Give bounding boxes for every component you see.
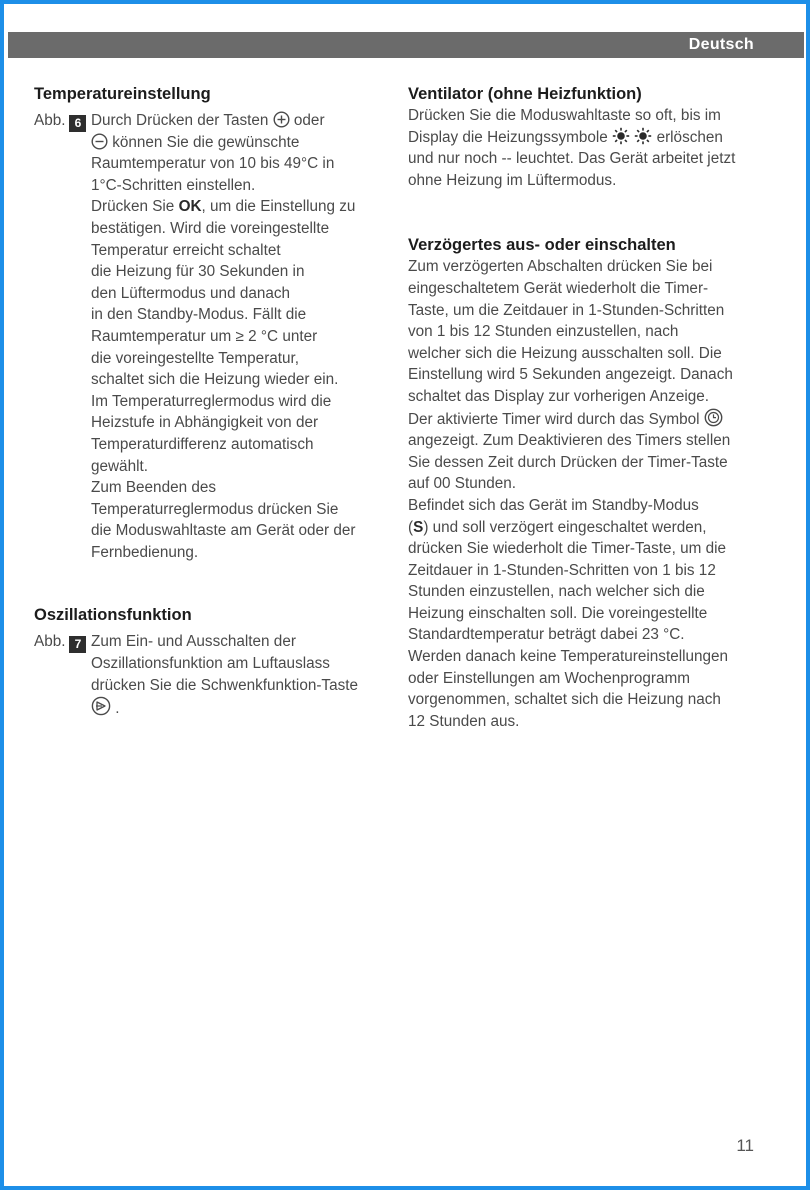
- text-line: Sie dessen Zeit durch Drücken der Timer-Taste: [408, 453, 728, 471]
- text-line: Der aktivierte Timer wird durch das Symbol: [408, 408, 768, 431]
- text-line: Zeitdauer in 1-Stunden-Schritten von 1 bis 12: [408, 561, 716, 579]
- text-line: 12 Stunden aus.: [408, 712, 520, 730]
- figure-number-badge: 6: [69, 115, 86, 132]
- minus-circle-icon: [91, 133, 108, 150]
- text-line: die Heizung für 30 Sekunden in: [91, 263, 305, 281]
- standby-s-label: S: [413, 518, 424, 536]
- text-line: Drücken Sie die Moduswahltaste so oft, bis im: [408, 107, 721, 124]
- text-line: 1°C-Schritten einstellen.: [91, 176, 256, 194]
- section-title-verzoegertes-schalten: Verzögertes aus- oder einschalten: [408, 236, 676, 255]
- text-line: gewählt.: [91, 457, 148, 475]
- text-line: oder Einstellungen am Wochenprogramm: [408, 669, 691, 687]
- text-line: auf 00 Stunden.: [408, 475, 517, 493]
- heating-sun-icon: [612, 127, 630, 145]
- text-line: Oszillationsfunktion am Luftauslass: [91, 655, 330, 673]
- figure-reference-7: [34, 631, 380, 719]
- ok-key-label: OK: [178, 198, 202, 216]
- text-line: in den Standby-Modus. Fällt die: [91, 306, 307, 324]
- page-number: 11: [736, 1136, 754, 1155]
- language-label: Deutsch: [688, 36, 754, 53]
- text-line: Display die Heizungssymbole erlöschen: [408, 128, 723, 146]
- text-line: ohne Heizung im Lüftermodus.: [408, 171, 617, 189]
- section-title-temperatureinstellung: Temperatureinstellung: [34, 85, 211, 103]
- text-line: vorgenommen, schaltet sich die Heizung nach: [408, 691, 721, 709]
- text-line: und nur noch -- leuchtet. Das Gerät arbeitet jetzt: [408, 150, 736, 168]
- text-line: die Moduswahltaste am Gerät oder der: [91, 522, 356, 540]
- oscillation-instructions: [91, 631, 380, 719]
- text-line: den Lüftermodus und danach: [91, 284, 291, 302]
- section-title-oszillationsfunktion: Oszillationsfunktion: [34, 606, 192, 625]
- text-line: Zum Beenden des: [91, 479, 217, 497]
- text-line: Durch Drücken der Tasten oder: [91, 112, 325, 129]
- text-line: Stunden einzustellen, nach welcher sich die: [408, 583, 705, 601]
- text-line: Temperaturdifferenz automatisch: [91, 435, 314, 453]
- text-line: von 1 bis 12 Stunden einzustellen, nach: [408, 323, 679, 341]
- left-column: [34, 83, 380, 720]
- text-line: Raumtemperatur um ≥ 2 °C unter: [91, 327, 318, 345]
- text-line: Standardtemperatur beträgt dabei 23 °C.: [408, 626, 685, 644]
- swing-icon: [91, 696, 111, 716]
- text-line: drücken Sie wiederholt die Timer-Taste, um die: [408, 540, 726, 558]
- text-line: .: [91, 696, 380, 720]
- text-line: Zum verzögerten Abschalten drücken Sie bei: [408, 258, 713, 276]
- text-line: Zum Ein- und Ausschalten der: [91, 633, 296, 651]
- text-line: Werden danach keine Temperatureinstellungen: [408, 648, 729, 666]
- text-line: bestätigen. Wird die voreingestellte: [91, 219, 330, 237]
- text-line: können Sie die gewünschte: [91, 132, 380, 154]
- plus-circle-icon: [273, 111, 290, 128]
- text-line: Heizung einschalten soll. Die voreingestellte: [408, 604, 708, 622]
- text-line: die voreingestellte Temperatur,: [91, 349, 300, 367]
- figure-label: Abb. 6: [34, 110, 91, 132]
- temperature-instructions: [91, 110, 380, 563]
- text-line: Drücken Sie OK, um die Einstellung zu: [91, 198, 356, 216]
- text-line: schaltet sich die Heizung wieder ein.: [91, 371, 339, 389]
- section-title-ventilator: Ventilator (ohne Heizfunktion): [408, 85, 642, 103]
- text-line: Temperatur erreicht schaltet: [91, 241, 281, 259]
- text-line: Heizstufe in Abhängigkeit von der: [91, 414, 319, 432]
- text-line: Befindet sich das Gerät im Standby-Modus: [408, 496, 699, 514]
- text-line: Einstellung wird 5 Sekunden angezeigt. Danach: [408, 366, 733, 384]
- timer-instructions: [408, 256, 768, 732]
- text-line: drücken Sie die Schwenkfunktion-Taste: [91, 676, 358, 694]
- timer-clock-icon: [704, 408, 723, 427]
- text-line: (S) und soll verzögert eingeschaltet werden,: [408, 518, 707, 536]
- heating-sun-icon-2: [634, 127, 652, 145]
- right-column: [408, 83, 768, 732]
- figure-number-badge: 7: [69, 636, 86, 653]
- figure-label: Abb. 7: [34, 631, 91, 653]
- figure-reference-6: [34, 110, 380, 563]
- text-line: Fernbedienung.: [91, 543, 199, 561]
- text-line: Raumtemperatur von 10 bis 49°C in: [91, 155, 335, 173]
- language-header-bar: [8, 32, 804, 58]
- text-line: Taste, um die Zeitdauer in 1-Stunden-Schritten: [408, 301, 725, 319]
- text-line: welcher sich die Heizung ausschalten soll. Die: [408, 344, 722, 362]
- fan-instructions: [408, 105, 768, 191]
- text-line: eingeschaltetem Gerät wiederholt die Timer-: [408, 279, 709, 297]
- text-line: Im Temperaturreglermodus wird die: [91, 392, 332, 410]
- text-line: schaltet das Display zur vorherigen Anzeige.: [408, 387, 710, 405]
- text-line: Temperaturreglermodus drücken Sie: [91, 500, 339, 518]
- text-line: angezeigt. Zum Deaktivieren des Timers stellen: [408, 432, 731, 450]
